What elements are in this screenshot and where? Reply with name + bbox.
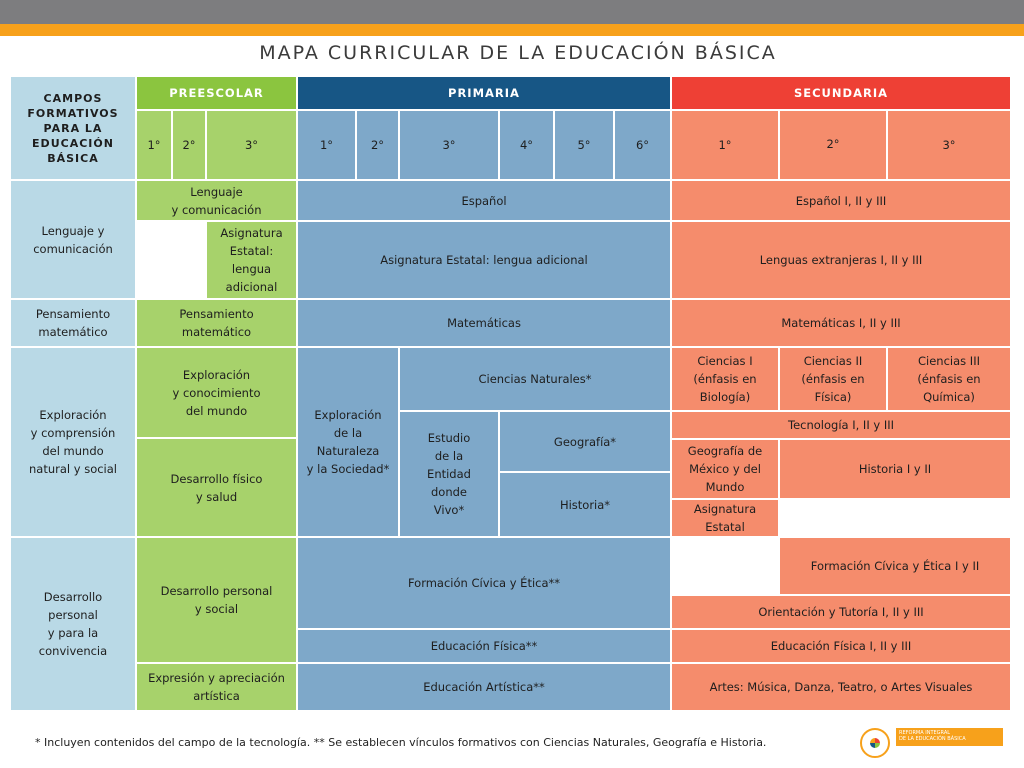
top-orange-bar xyxy=(0,24,1024,36)
primaria-geografia: Geografía* xyxy=(499,411,671,472)
primaria-grade-5: 5° xyxy=(554,110,614,180)
reforma-logo-text: REFORMA INTEGRAL DE LA EDUCACIÓN BÁSICA xyxy=(896,728,1003,746)
secundaria-ciencias-3: Ciencias III (énfasis en Química) xyxy=(887,347,1011,411)
secundaria-grade-2: 2° xyxy=(779,110,887,180)
preescolar-grade-2: 2° xyxy=(172,110,206,180)
campo-desarrollo: Desarrollo personal y para la convivencia xyxy=(10,537,136,711)
preescolar-desarrollo-fisico: Desarrollo físico y salud xyxy=(136,438,297,537)
secundaria-asignatura-estatal: Asignatura Estatal xyxy=(671,499,779,537)
reforma-logo-emblem-icon xyxy=(860,728,890,758)
primaria-grade-3: 3° xyxy=(399,110,499,180)
secundaria-grade-1: 1° xyxy=(671,110,779,180)
preescolar-blank xyxy=(136,221,206,299)
primaria-estudio-entidad: Estudio de la Entidad donde Vivo* xyxy=(399,411,499,537)
primaria-grade-6: 6° xyxy=(614,110,671,180)
campos-header: CAMPOS FORMATIVOS PARA LA EDUCACIÓN BÁSICA xyxy=(10,76,136,180)
campo-lenguaje: Lenguaje y comunicación xyxy=(10,180,136,299)
primaria-educacion-fisica: Educación Física** xyxy=(297,629,671,663)
secundaria-espanol: Español I, II y III xyxy=(671,180,1011,221)
primaria-educacion-artistica: Educación Artística** xyxy=(297,663,671,711)
primaria-matematicas: Matemáticas xyxy=(297,299,671,347)
secundaria-matematicas: Matemáticas I, II y III xyxy=(671,299,1011,347)
preescolar-grade-1: 1° xyxy=(136,110,172,180)
secundaria-header: SECUNDARIA xyxy=(671,76,1011,110)
secundaria-formacion-civica: Formación Cívica y Ética I y II xyxy=(779,537,1011,595)
top-gray-bar xyxy=(0,0,1024,24)
preescolar-desarrollo-personal: Desarrollo personal y social xyxy=(136,537,297,663)
secundaria-educacion-fisica: Educación Física I, II y III xyxy=(671,629,1011,663)
primaria-grade-4: 4° xyxy=(499,110,554,180)
primaria-exploracion-naturaleza: Exploración de la Naturaleza y la Sociedad* xyxy=(297,347,399,537)
primaria-espanol: Español xyxy=(297,180,671,221)
preescolar-lenguaje: Lenguaje y comunicación xyxy=(136,180,297,221)
campo-pensamiento: Pensamiento matemático xyxy=(10,299,136,347)
secundaria-blank-1 xyxy=(779,499,1011,537)
preescolar-grade-3: 3° xyxy=(206,110,297,180)
preescolar-pensamiento: Pensamiento matemático xyxy=(136,299,297,347)
footnote: * Incluyen contenidos del campo de la tecnología. ** Se establecen vínculos formativos con Ciencias Naturales, Geografía e Historia. xyxy=(35,736,767,749)
page-title: MAPA CURRICULAR DE LA EDUCACIÓN BÁSICA xyxy=(259,42,777,64)
secundaria-ciencias-2: Ciencias II (énfasis en Física) xyxy=(779,347,887,411)
primaria-historia: Historia* xyxy=(499,472,671,537)
preescolar-exploracion: Exploración y conocimiento del mundo xyxy=(136,347,297,438)
secundaria-lenguas: Lenguas extranjeras I, II y III xyxy=(671,221,1011,299)
secundaria-tecnologia: Tecnología I, II y III xyxy=(671,411,1011,439)
primaria-header: PRIMARIA xyxy=(297,76,671,110)
secundaria-artes: Artes: Música, Danza, Teatro, o Artes Visuales xyxy=(671,663,1011,711)
campo-exploracion: Exploración y comprensión del mundo natural y social xyxy=(10,347,136,537)
primaria-asignatura-estatal: Asignatura Estatal: lengua adicional xyxy=(297,221,671,299)
primaria-grade-1: 1° xyxy=(297,110,356,180)
primaria-ciencias-naturales: Ciencias Naturales* xyxy=(399,347,671,411)
preescolar-header: PREESCOLAR xyxy=(136,76,297,110)
primaria-formacion-civica: Formación Cívica y Ética** xyxy=(297,537,671,629)
secundaria-ciencias-1: Ciencias I (énfasis en Biología) xyxy=(671,347,779,411)
secundaria-grade-3: 3° xyxy=(887,110,1011,180)
secundaria-geografia-mexico: Geografía de México y del Mundo xyxy=(671,439,779,499)
preescolar-asignatura-estatal: Asignatura Estatal: lengua adicional xyxy=(206,221,297,299)
preescolar-expresion: Expresión y apreciación artística xyxy=(136,663,297,711)
secundaria-orientacion: Orientación y Tutoría I, II y III xyxy=(671,595,1011,629)
secundaria-historia: Historia I y II xyxy=(779,439,1011,499)
reforma-logo xyxy=(858,726,1003,764)
primaria-grade-2: 2° xyxy=(356,110,399,180)
secundaria-blank-2 xyxy=(671,537,779,595)
